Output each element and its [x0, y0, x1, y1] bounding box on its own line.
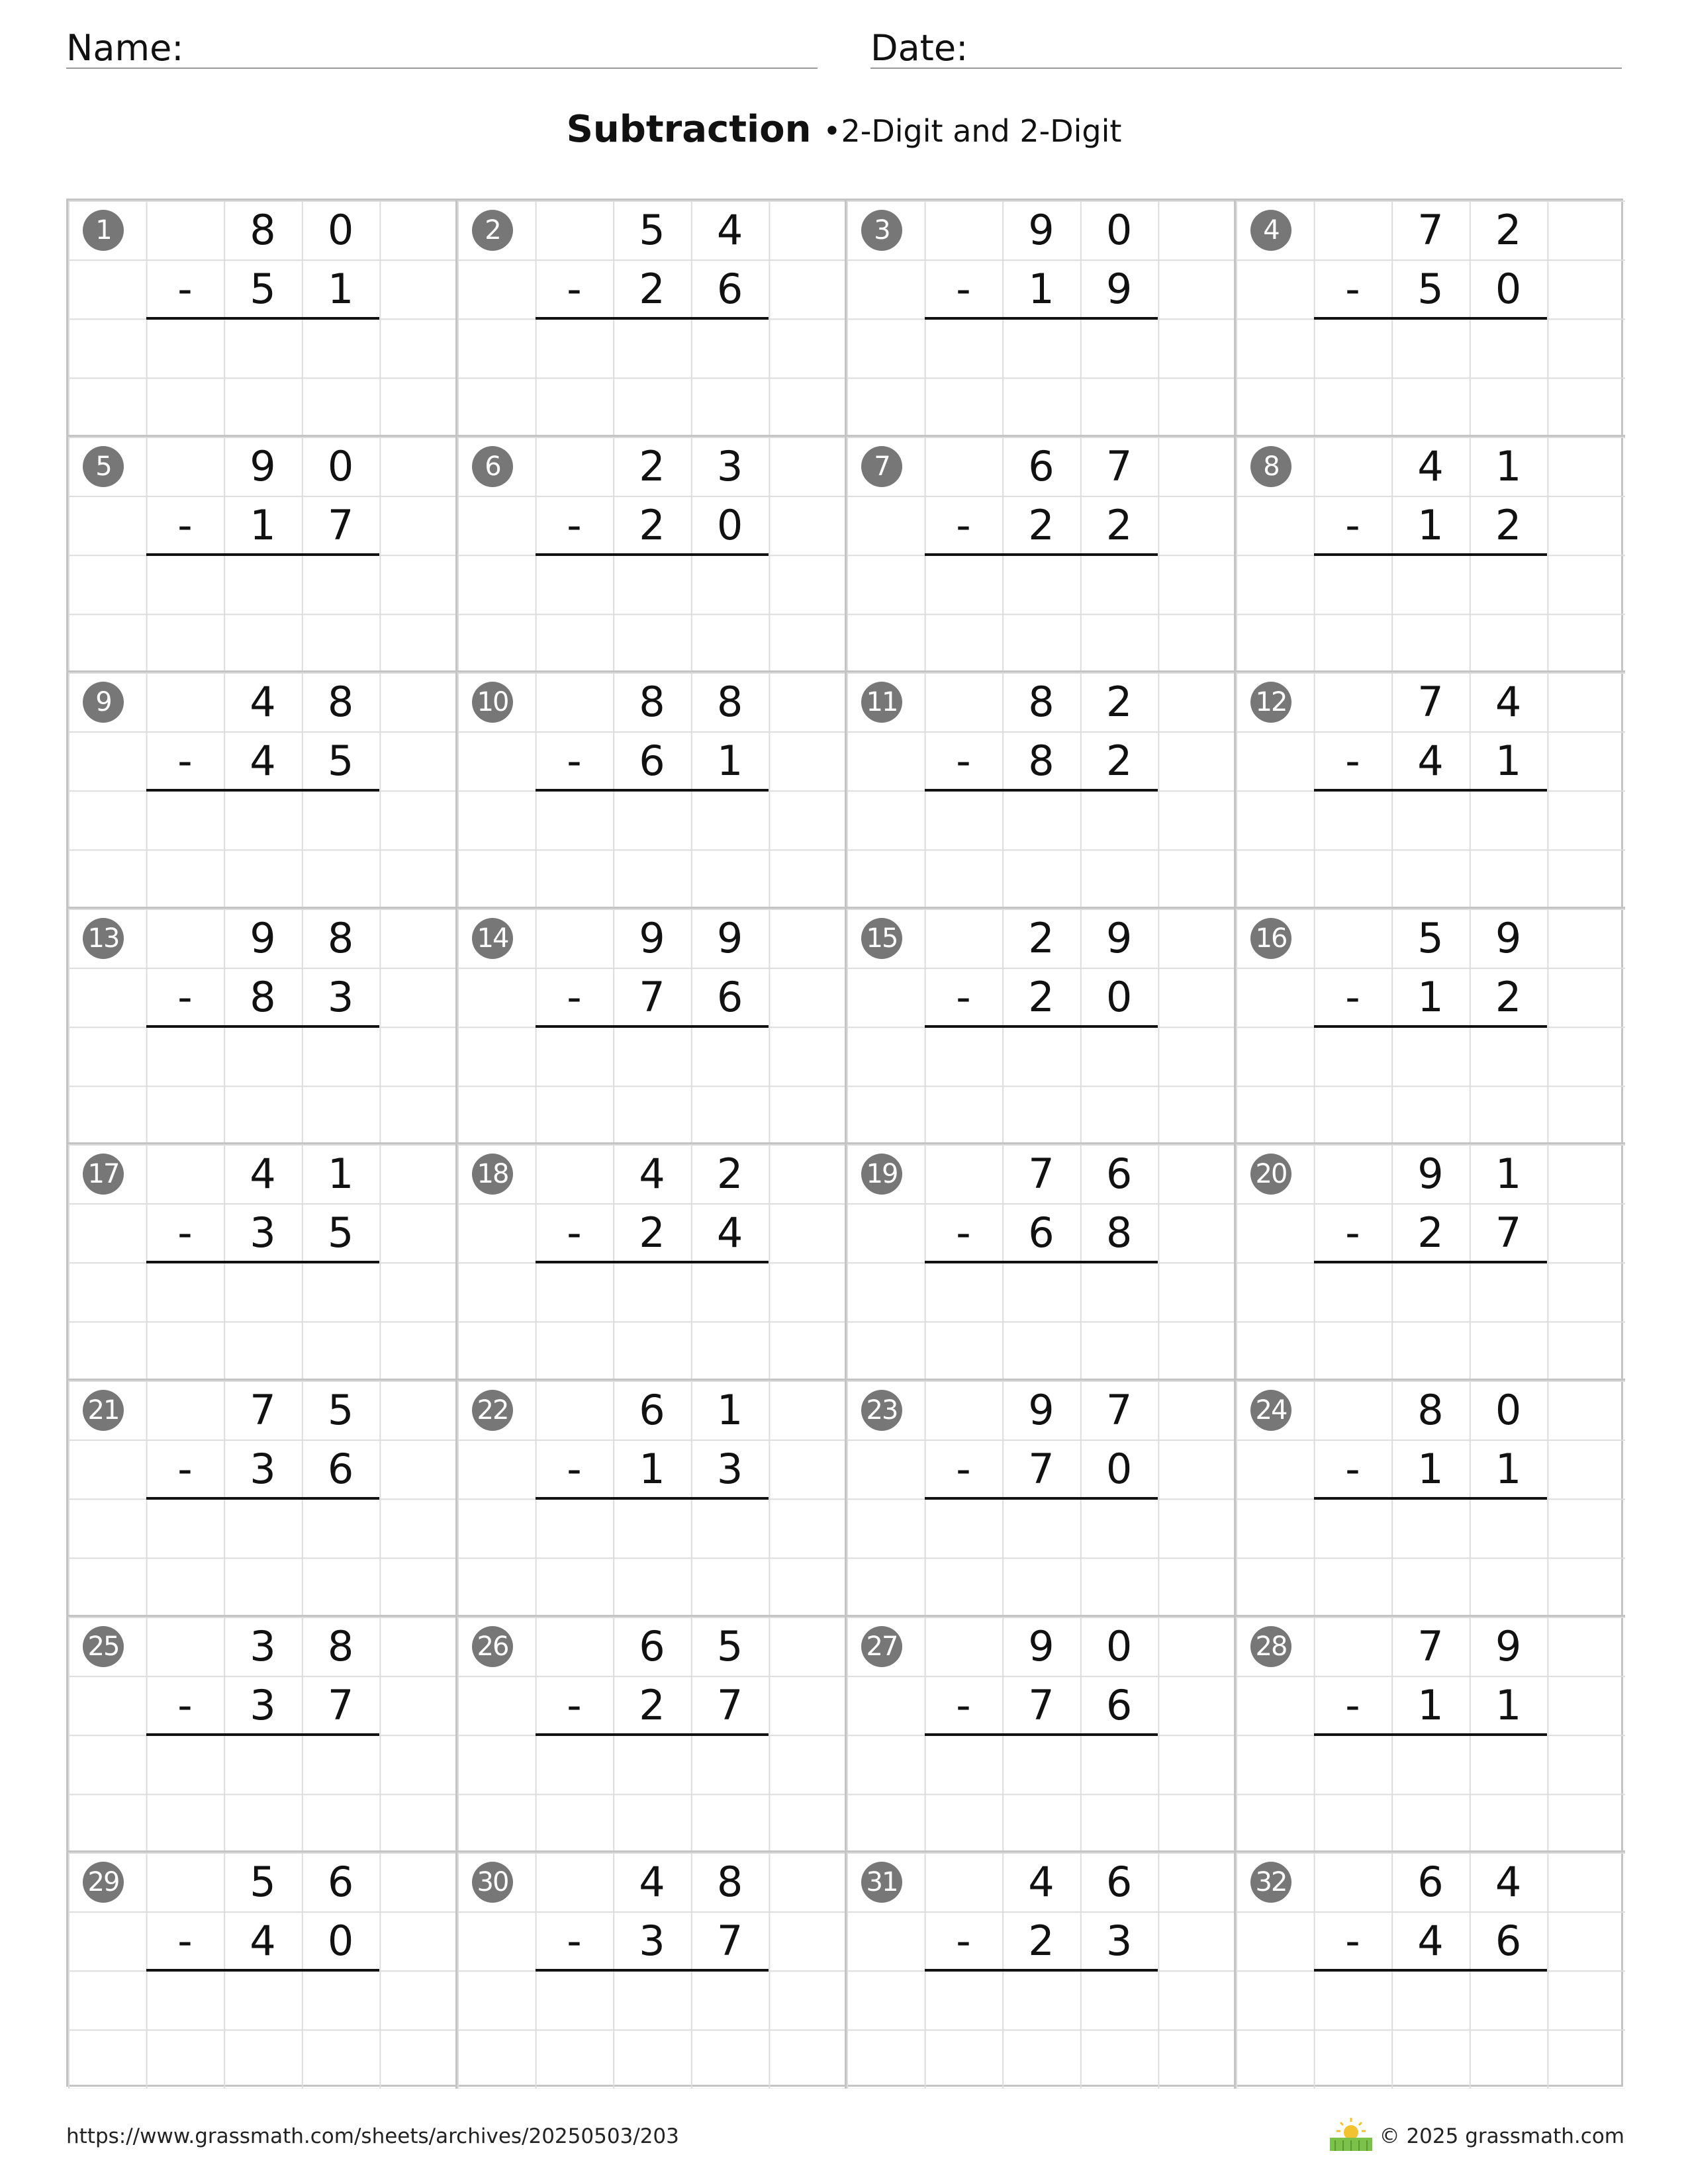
- answer-line: [925, 1733, 1158, 1736]
- minus-sign: -: [956, 1208, 971, 1257]
- problem-number-badge: 9: [83, 682, 124, 723]
- problem-number-badge: 2: [472, 210, 513, 251]
- problem-number-badge: 25: [83, 1626, 124, 1667]
- subtrahend-tens-digit: 3: [639, 1917, 665, 1966]
- subtrahend-ones-digit: 3: [716, 1444, 743, 1493]
- minus-sign: -: [1345, 500, 1360, 549]
- minus-sign: -: [567, 1680, 582, 1729]
- problem-11: [847, 672, 1236, 909]
- problem-7: [847, 437, 1236, 673]
- answer-line: [146, 1497, 380, 1500]
- problem-28: [1236, 1617, 1625, 1853]
- minuend-tens-digit: 9: [1028, 206, 1055, 254]
- subtrahend-ones-digit: 0: [1495, 265, 1522, 313]
- subtrahend-tens-digit: 3: [250, 1680, 276, 1729]
- subtrahend-tens-digit: 2: [639, 1680, 665, 1729]
- subtrahend-tens-digit: 2: [639, 500, 665, 549]
- minus-sign: -: [956, 1444, 971, 1493]
- minuend-tens-digit: 9: [1417, 1150, 1444, 1199]
- problem-number-badge: 32: [1250, 1862, 1291, 1903]
- problem-number-badge: 7: [861, 446, 902, 487]
- minuend-ones-digit: 6: [1105, 1150, 1133, 1199]
- date-label: Date:: [870, 27, 968, 69]
- title-subtitle: 2-Digit and 2-Digit: [841, 113, 1122, 149]
- problem-number-badge: 3: [861, 210, 902, 251]
- minus-sign: -: [1345, 1680, 1360, 1729]
- minuend-ones-digit: 9: [1495, 913, 1522, 962]
- subtrahend-ones-digit: 7: [1495, 1208, 1522, 1257]
- minus-sign: -: [177, 737, 193, 786]
- answer-line: [925, 317, 1158, 320]
- worksheet-title: [0, 106, 1688, 155]
- minuend-ones-digit: 5: [716, 1621, 743, 1670]
- minuend-ones-digit: 7: [1105, 441, 1133, 490]
- answer-line: [146, 1261, 380, 1263]
- subtrahend-ones-digit: 3: [1105, 1917, 1133, 1966]
- subtrahend-tens-digit: 2: [1028, 1917, 1055, 1966]
- minuend-tens-digit: 5: [639, 206, 665, 254]
- subtrahend-ones-digit: 9: [1105, 265, 1133, 313]
- subtrahend-tens-digit: 2: [639, 1208, 665, 1257]
- answer-line: [146, 1969, 380, 1972]
- minus-sign: -: [177, 265, 193, 313]
- problem-number-badge: 30: [472, 1862, 513, 1903]
- minuend-ones-digit: 9: [1105, 913, 1133, 962]
- minus-sign: -: [567, 972, 582, 1021]
- minus-sign: -: [1345, 972, 1360, 1021]
- answer-line: [146, 789, 380, 792]
- minuend-ones-digit: 8: [327, 1621, 354, 1670]
- subtrahend-tens-digit: 4: [250, 1917, 276, 1966]
- subtrahend-ones-digit: 0: [1105, 1444, 1133, 1493]
- answer-line: [1314, 1497, 1548, 1500]
- problem-number-badge: 16: [1250, 918, 1291, 959]
- subtrahend-tens-digit: 4: [250, 737, 276, 786]
- problem-30: [457, 1852, 847, 2089]
- subtrahend-tens-digit: 4: [1417, 737, 1444, 786]
- answer-line: [146, 1733, 380, 1736]
- minuend-tens-digit: 9: [1028, 1385, 1055, 1434]
- subtrahend-tens-digit: 1: [1417, 1680, 1444, 1729]
- minus-sign: -: [177, 1917, 193, 1966]
- minus-sign: -: [567, 1444, 582, 1493]
- minuend-tens-digit: 7: [1028, 1150, 1055, 1199]
- minuend-ones-digit: 8: [716, 678, 743, 727]
- minus-sign: -: [956, 1917, 971, 1966]
- answer-line: [536, 317, 769, 320]
- answer-line: [536, 789, 769, 792]
- subtrahend-tens-digit: 3: [250, 1208, 276, 1257]
- minuend-ones-digit: 6: [327, 1858, 354, 1907]
- problem-number-badge: 23: [861, 1390, 902, 1431]
- answer-line: [925, 1025, 1158, 1028]
- minuend-tens-digit: 8: [1417, 1385, 1444, 1434]
- minuend-ones-digit: 4: [1495, 678, 1522, 727]
- subtrahend-ones-digit: 1: [1495, 737, 1522, 786]
- subtrahend-tens-digit: 2: [1028, 972, 1055, 1021]
- problem-number-badge: 14: [472, 918, 513, 959]
- problem-25: [68, 1617, 457, 1853]
- minuend-ones-digit: 0: [1495, 1385, 1522, 1434]
- problem-2: [457, 201, 847, 437]
- minuend-tens-digit: 6: [639, 1385, 665, 1434]
- problem-5: [68, 437, 457, 673]
- subtrahend-tens-digit: 2: [639, 265, 665, 313]
- minus-sign: -: [1345, 1917, 1360, 1966]
- problem-number-badge: 5: [83, 446, 124, 487]
- answer-line: [1314, 553, 1548, 556]
- minuend-ones-digit: 1: [1495, 441, 1522, 490]
- subtrahend-tens-digit: 2: [1028, 500, 1055, 549]
- subtrahend-ones-digit: 0: [1105, 972, 1133, 1021]
- problem-number-badge: 1: [83, 210, 124, 251]
- problem-20: [1236, 1144, 1625, 1381]
- problem-13: [68, 909, 457, 1145]
- answer-line: [536, 1969, 769, 1972]
- minuend-tens-digit: 4: [1417, 441, 1444, 490]
- title-main: Subtraction: [566, 108, 812, 151]
- minus-sign: -: [956, 972, 971, 1021]
- subtrahend-ones-digit: 1: [716, 737, 743, 786]
- minus-sign: -: [956, 265, 971, 313]
- problem-grid: [66, 199, 1623, 2087]
- problem-number-badge: 13: [83, 918, 124, 959]
- problem-12: [1236, 672, 1625, 909]
- minuend-ones-digit: 0: [1105, 1621, 1133, 1670]
- problem-number-badge: 6: [472, 446, 513, 487]
- minuend-ones-digit: 1: [716, 1385, 743, 1434]
- problem-17: [68, 1144, 457, 1381]
- minuend-ones-digit: 2: [716, 1150, 743, 1199]
- problem-10: [457, 672, 847, 909]
- subtrahend-tens-digit: 2: [1417, 1208, 1444, 1257]
- minus-sign: -: [177, 500, 193, 549]
- problem-number-badge: 31: [861, 1862, 902, 1903]
- minuend-ones-digit: 0: [1105, 206, 1133, 254]
- minus-sign: -: [1345, 265, 1360, 313]
- minuend-ones-digit: 1: [327, 1150, 354, 1199]
- subtrahend-tens-digit: 7: [1028, 1680, 1055, 1729]
- minuend-tens-digit: 9: [1028, 1621, 1055, 1670]
- problem-number-badge: 12: [1250, 682, 1291, 723]
- problem-4: [1236, 201, 1625, 437]
- problem-24: [1236, 1381, 1625, 1617]
- answer-line: [146, 553, 380, 556]
- minuend-tens-digit: 4: [250, 678, 276, 727]
- problem-number-badge: 15: [861, 918, 902, 959]
- minus-sign: -: [177, 1444, 193, 1493]
- minus-sign: -: [567, 1917, 582, 1966]
- problem-32: [1236, 1852, 1625, 2089]
- minuend-tens-digit: 5: [250, 1858, 276, 1907]
- subtrahend-tens-digit: 4: [1417, 1917, 1444, 1966]
- answer-line: [536, 1497, 769, 1500]
- subtrahend-ones-digit: 7: [716, 1680, 743, 1729]
- minuend-tens-digit: 9: [250, 913, 276, 962]
- problem-number-badge: 10: [472, 682, 513, 723]
- subtrahend-ones-digit: 4: [716, 1208, 743, 1257]
- minus-sign: -: [567, 1208, 582, 1257]
- answer-line: [1314, 1025, 1548, 1028]
- subtrahend-ones-digit: 2: [1495, 972, 1522, 1021]
- answer-line: [925, 1497, 1158, 1500]
- minuend-tens-digit: 7: [1417, 206, 1444, 254]
- subtrahend-tens-digit: 6: [1028, 1208, 1055, 1257]
- subtrahend-tens-digit: 8: [1028, 737, 1055, 786]
- minuend-ones-digit: 4: [716, 206, 743, 254]
- problem-3: [847, 201, 1236, 437]
- answer-line: [1314, 1733, 1548, 1736]
- minuend-ones-digit: 6: [1105, 1858, 1133, 1907]
- minus-sign: -: [567, 737, 582, 786]
- subtrahend-tens-digit: 7: [1028, 1444, 1055, 1493]
- subtrahend-ones-digit: 6: [1105, 1680, 1133, 1729]
- minuend-tens-digit: 5: [1417, 913, 1444, 962]
- minus-sign: -: [956, 500, 971, 549]
- answer-line: [1314, 1261, 1548, 1263]
- minus-sign: -: [956, 737, 971, 786]
- minus-sign: -: [1345, 737, 1360, 786]
- answer-line: [925, 789, 1158, 792]
- minuend-ones-digit: 3: [716, 441, 743, 490]
- subtrahend-ones-digit: 2: [1105, 500, 1133, 549]
- minus-sign: -: [956, 1680, 971, 1729]
- title-separator: •: [823, 113, 841, 149]
- problem-14: [457, 909, 847, 1145]
- minuend-ones-digit: 0: [327, 441, 354, 490]
- subtrahend-tens-digit: 3: [250, 1444, 276, 1493]
- minuend-ones-digit: 8: [327, 913, 354, 962]
- problem-number-badge: 19: [861, 1154, 902, 1195]
- problem-number-badge: 8: [1250, 446, 1291, 487]
- subtrahend-ones-digit: 1: [327, 265, 354, 313]
- minuend-tens-digit: 4: [250, 1150, 276, 1199]
- minus-sign: -: [177, 1208, 193, 1257]
- answer-line: [925, 1261, 1158, 1263]
- problem-23: [847, 1381, 1236, 1617]
- minuend-tens-digit: 7: [1417, 678, 1444, 727]
- minuend-ones-digit: 1: [1495, 1150, 1522, 1199]
- subtrahend-ones-digit: 1: [1495, 1444, 1522, 1493]
- minus-sign: -: [567, 265, 582, 313]
- minuend-tens-digit: 2: [639, 441, 665, 490]
- problem-number-badge: 20: [1250, 1154, 1291, 1195]
- subtrahend-ones-digit: 7: [327, 1680, 354, 1729]
- minuend-tens-digit: 8: [250, 206, 276, 254]
- subtrahend-tens-digit: 8: [250, 972, 276, 1021]
- subtrahend-ones-digit: 7: [716, 1917, 743, 1966]
- subtrahend-ones-digit: 2: [1105, 737, 1133, 786]
- minuend-ones-digit: 0: [327, 206, 354, 254]
- minuend-tens-digit: 6: [1417, 1858, 1444, 1907]
- subtrahend-tens-digit: 1: [1417, 972, 1444, 1021]
- subtrahend-tens-digit: 1: [1417, 500, 1444, 549]
- minuend-ones-digit: 8: [327, 678, 354, 727]
- problem-number-badge: 4: [1250, 210, 1291, 251]
- minuend-tens-digit: 7: [1417, 1621, 1444, 1670]
- subtrahend-ones-digit: 6: [716, 972, 743, 1021]
- problem-number-badge: 29: [83, 1862, 124, 1903]
- minuend-tens-digit: 2: [1028, 913, 1055, 962]
- problem-number-badge: 26: [472, 1626, 513, 1667]
- minuend-tens-digit: 6: [639, 1621, 665, 1670]
- minuend-tens-digit: 8: [639, 678, 665, 727]
- minuend-tens-digit: 3: [250, 1621, 276, 1670]
- minus-sign: -: [567, 500, 582, 549]
- problem-29: [68, 1852, 457, 2089]
- answer-line: [536, 1733, 769, 1736]
- subtrahend-tens-digit: 1: [250, 500, 276, 549]
- minuend-tens-digit: 8: [1028, 678, 1055, 727]
- answer-line: [925, 553, 1158, 556]
- subtrahend-ones-digit: 5: [327, 737, 354, 786]
- subtrahend-ones-digit: 8: [1105, 1208, 1133, 1257]
- answer-line: [1314, 789, 1548, 792]
- subtrahend-ones-digit: 0: [716, 500, 743, 549]
- answer-line: [925, 1969, 1158, 1972]
- minuend-ones-digit: 4: [1495, 1858, 1522, 1907]
- subtrahend-tens-digit: 5: [1417, 265, 1444, 313]
- answer-line: [1314, 317, 1548, 320]
- subtrahend-ones-digit: 5: [327, 1208, 354, 1257]
- subtrahend-ones-digit: 2: [1495, 500, 1522, 549]
- minuend-ones-digit: 5: [327, 1385, 354, 1434]
- problem-19: [847, 1144, 1236, 1381]
- subtrahend-ones-digit: 3: [327, 972, 354, 1021]
- subtrahend-ones-digit: 6: [716, 265, 743, 313]
- problem-16: [1236, 909, 1625, 1145]
- grass-sun-logo-icon: [1327, 2115, 1375, 2152]
- problem-number-badge: 27: [861, 1626, 902, 1667]
- problem-27: [847, 1617, 1236, 1853]
- minus-sign: -: [177, 972, 193, 1021]
- subtrahend-tens-digit: 5: [250, 265, 276, 313]
- minuend-tens-digit: 7: [250, 1385, 276, 1434]
- subtrahend-ones-digit: 1: [1495, 1680, 1522, 1729]
- subtrahend-tens-digit: 6: [639, 737, 665, 786]
- answer-line: [536, 1025, 769, 1028]
- minuend-ones-digit: 8: [716, 1858, 743, 1907]
- subtrahend-tens-digit: 1: [639, 1444, 665, 1493]
- name-field[interactable]: [66, 20, 818, 69]
- problem-9: [68, 672, 457, 909]
- minus-sign: -: [177, 1680, 193, 1729]
- problem-26: [457, 1617, 847, 1853]
- answer-line: [146, 1025, 380, 1028]
- answer-line: [536, 553, 769, 556]
- subtrahend-ones-digit: 6: [327, 1444, 354, 1493]
- problem-number-badge: 22: [472, 1390, 513, 1431]
- problem-8: [1236, 437, 1625, 673]
- minuend-tens-digit: 9: [639, 913, 665, 962]
- problem-21: [68, 1381, 457, 1617]
- minuend-ones-digit: 9: [1495, 1621, 1522, 1670]
- answer-line: [1314, 1969, 1548, 1972]
- minuend-tens-digit: 6: [1028, 441, 1055, 490]
- problem-number-badge: 18: [472, 1154, 513, 1195]
- minus-sign: -: [1345, 1444, 1360, 1493]
- problem-6: [457, 437, 847, 673]
- subtrahend-tens-digit: 1: [1028, 265, 1055, 313]
- subtrahend-ones-digit: 7: [327, 500, 354, 549]
- minuend-ones-digit: 9: [716, 913, 743, 962]
- subtrahend-tens-digit: 1: [1417, 1444, 1444, 1493]
- problem-18: [457, 1144, 847, 1381]
- problem-number-badge: 28: [1250, 1626, 1291, 1667]
- date-field[interactable]: [870, 20, 1622, 69]
- problem-number-badge: 11: [861, 682, 902, 723]
- problem-31: [847, 1852, 1236, 2089]
- minus-sign: -: [1345, 1208, 1360, 1257]
- problem-22: [457, 1381, 847, 1617]
- subtrahend-tens-digit: 7: [639, 972, 665, 1021]
- name-label: Name:: [66, 27, 184, 69]
- answer-line: [146, 317, 380, 320]
- minuend-ones-digit: 2: [1495, 206, 1522, 254]
- problem-15: [847, 909, 1236, 1145]
- minuend-tens-digit: 4: [1028, 1858, 1055, 1907]
- footer-copyright: © 2025 grassmath.com: [1379, 2124, 1624, 2148]
- minuend-ones-digit: 7: [1105, 1385, 1133, 1434]
- minuend-tens-digit: 9: [250, 441, 276, 490]
- minuend-tens-digit: 4: [639, 1150, 665, 1199]
- problem-1: [68, 201, 457, 437]
- subtrahend-ones-digit: 6: [1495, 1917, 1522, 1966]
- footer-url: https://www.grassmath.com/sheets/archives/20250503/203: [66, 2124, 679, 2148]
- problem-number-badge: 21: [83, 1390, 124, 1431]
- minuend-tens-digit: 4: [639, 1858, 665, 1907]
- problem-number-badge: 24: [1250, 1390, 1291, 1431]
- subtrahend-ones-digit: 0: [327, 1917, 354, 1966]
- answer-line: [536, 1261, 769, 1263]
- minuend-ones-digit: 2: [1105, 678, 1133, 727]
- problem-number-badge: 17: [83, 1154, 124, 1195]
